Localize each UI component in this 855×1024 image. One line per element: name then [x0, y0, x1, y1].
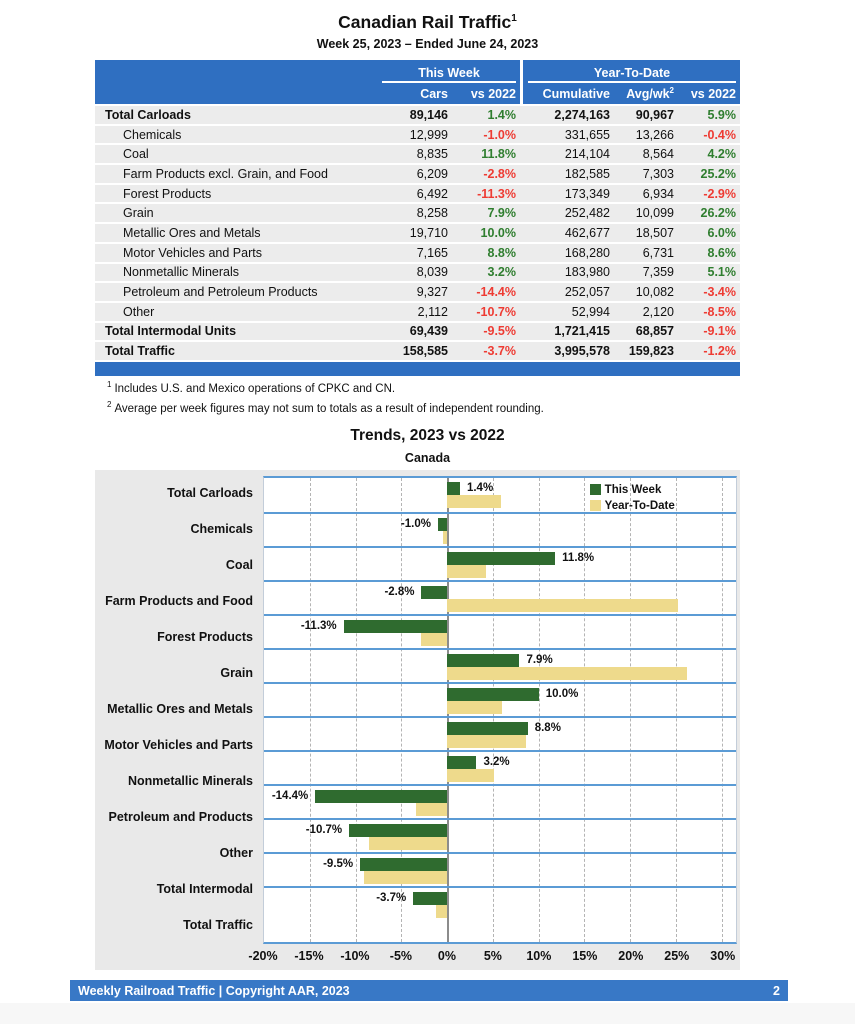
chart-category-label: Forest Products [157, 630, 253, 645]
chart-category-label: Coal [225, 558, 253, 573]
this-week-bar [447, 654, 519, 667]
cars-value: 158,585 [402, 344, 448, 359]
group-header-this-week: This Week [382, 66, 516, 83]
bar-value-label: -3.7% [376, 892, 407, 904]
cars-value: 9,327 [416, 285, 448, 300]
bar-value-label: -1.0% [400, 518, 431, 530]
ytd-bar [447, 565, 485, 578]
x-axis-tick-label: 10% [526, 949, 552, 963]
row-label: Chemicals [123, 127, 182, 142]
ytd-bar [421, 633, 448, 646]
cars-value: 8,258 [416, 206, 448, 221]
this-week-bar [447, 722, 528, 735]
x-axis-tick-label: -10% [340, 949, 370, 963]
chart-category-label: Grain [220, 666, 253, 681]
avgwk-value: 2,120 [642, 304, 674, 319]
footnote-2-text: Average per week figures may not sum to totals as a result of independent rounding. [114, 402, 544, 415]
chart-row [264, 580, 736, 614]
chart-main [95, 476, 737, 944]
cumulative-value: 252,057 [564, 285, 610, 300]
legend-item-year-to-date [590, 498, 675, 513]
cars-vs-value: -2.8% [483, 166, 516, 181]
cumulative-value: 173,349 [564, 186, 610, 201]
cars-value: 69,439 [409, 324, 448, 339]
table-bottom-bar [95, 362, 740, 376]
x-axis-tick-label: -20% [248, 949, 278, 963]
page-bottom-margin [0, 1003, 855, 1024]
chart-row [264, 648, 736, 682]
avgwk-value: 7,303 [642, 166, 674, 181]
this-week-bar [413, 892, 447, 905]
cumulative-value: 462,677 [564, 225, 610, 240]
legend-swatch-year-to-date-icon [590, 500, 601, 511]
column-header-cumulative: Cumulative [542, 87, 610, 101]
cars-value: 8,039 [416, 265, 448, 280]
column-header-cars: Cars [420, 87, 448, 101]
header-group-row [95, 60, 740, 83]
chart-subtitle: Canada [404, 451, 451, 465]
chart-plot-area [263, 476, 737, 944]
bar-value-label: -2.8% [384, 586, 415, 598]
ytd-bar [447, 701, 502, 714]
page-subtitle: Week 25, 2023 – Ended June 24, 2023 [316, 37, 539, 51]
cumulative-value: 182,585 [564, 166, 610, 181]
column-header-cars-vs2022: vs 2022 [470, 87, 516, 101]
row-label: Forest Products [123, 186, 212, 201]
x-axis-tick-label: 15% [572, 949, 598, 963]
cars-vs-value: 11.8% [481, 147, 516, 162]
table-body [95, 106, 740, 360]
legend-swatch-this-week-icon [590, 484, 601, 495]
cars-vs-value: -10.7% [476, 304, 516, 319]
chart-row [264, 716, 736, 750]
row-label: Other [123, 304, 155, 319]
bar-value-label: 8.8% [534, 722, 561, 734]
bar-value-label: -10.7% [305, 824, 343, 836]
avgwk-value: 10,099 [635, 206, 674, 221]
cars-vs-value: 10.0% [480, 225, 516, 240]
avgwk-label: Avg/wk [626, 87, 670, 101]
cumulative-value: 252,482 [564, 206, 610, 221]
chart-category-label: Total Intermodal [156, 882, 253, 897]
row-label: Metallic Ores and Metals [123, 225, 261, 240]
trends-chart [95, 470, 740, 970]
page-footer [70, 980, 788, 1001]
avgwk-value: 18,507 [635, 225, 674, 240]
table-row [95, 224, 740, 242]
footnote-2 [107, 400, 544, 415]
legend-label-this-week: This Week [604, 483, 662, 496]
chart-category-label: Petroleum and Products [108, 810, 253, 825]
cars-vs-value: -14.4% [476, 285, 516, 300]
cars-vs-value: 1.4% [487, 107, 516, 122]
avgwk-value: 7,359 [642, 265, 674, 280]
x-axis-tick-label: -15% [294, 949, 324, 963]
x-axis-tick-label: 5% [483, 949, 502, 963]
table-row [95, 204, 740, 222]
traffic-table [95, 60, 740, 376]
x-axis-tick-label: -5% [389, 949, 413, 963]
cars-value: 6,492 [416, 186, 448, 201]
chart-category-label: Nonmetallic Minerals [127, 774, 253, 789]
this-week-bar [344, 620, 447, 633]
footnote-2-superscript: 2 [107, 399, 112, 409]
bar-value-label: -14.4% [271, 790, 309, 802]
column-header-ytd-vs2022: vs 2022 [690, 87, 736, 101]
chart-category-label: Total Carloads [167, 486, 253, 501]
ytd-vs-value: 5.1% [707, 265, 736, 280]
avgwk-value: 159,823 [628, 344, 674, 359]
ytd-vs-value: -9.1% [703, 324, 736, 339]
this-week-bar [349, 824, 447, 837]
chart-title: Trends, 2023 vs 2022 [350, 427, 505, 444]
this-week-bar [360, 858, 447, 871]
cars-value: 7,165 [416, 245, 448, 260]
ytd-bar [447, 667, 687, 680]
cumulative-value: 331,655 [564, 127, 610, 142]
row-label: Total Traffic [105, 344, 175, 359]
cars-vs-value: -3.7% [483, 344, 516, 359]
row-label: Coal [123, 147, 149, 162]
row-label: Petroleum and Petroleum Products [123, 285, 318, 300]
chart-row [264, 886, 736, 920]
footer-text: Weekly Railroad Traffic | Copyright AAR, 2023 [78, 983, 350, 998]
chart-category-label: Total Traffic [183, 918, 253, 933]
table-row [95, 244, 740, 262]
bar-value-label: 7.9% [526, 654, 553, 666]
avgwk-value: 13,266 [635, 127, 674, 142]
chart-row [264, 546, 736, 580]
chart-category-label: Other [219, 846, 253, 861]
ytd-vs-value: 25.2% [700, 166, 736, 181]
row-label: Farm Products excl. Grain, and Food [123, 166, 328, 181]
avgwk-value: 8,564 [642, 147, 674, 162]
cumulative-value: 2,274,163 [554, 107, 610, 122]
footnote-1 [107, 380, 544, 395]
table-row [95, 342, 740, 360]
footnote-1-superscript: 1 [107, 380, 112, 389]
cars-value: 6,209 [416, 166, 448, 181]
chart-category-label: Metallic Ores and Metals [107, 702, 253, 717]
header-group-divider [520, 60, 523, 104]
cars-value: 12,999 [409, 127, 448, 142]
row-label: Total Carloads [105, 107, 191, 122]
row-label: Motor Vehicles and Parts [123, 245, 262, 260]
bar-value-label: -9.5% [323, 858, 354, 870]
row-label: Total Intermodal Units [105, 324, 237, 339]
table-row [95, 283, 740, 301]
cars-value: 89,146 [409, 107, 448, 122]
cumulative-value: 1,721,415 [554, 324, 610, 339]
ytd-bar [447, 599, 678, 612]
table-row [95, 303, 740, 321]
x-axis-tick-label: 0% [437, 949, 456, 963]
avgwk-value: 6,934 [642, 186, 674, 201]
this-week-bar [447, 756, 476, 769]
this-week-bar [447, 552, 555, 565]
chart-legend [590, 482, 675, 514]
avgwk-value: 6,731 [642, 245, 674, 260]
row-label: Grain [123, 206, 154, 221]
ytd-vs-value: 5.9% [707, 107, 736, 122]
ytd-bar [364, 871, 447, 884]
ytd-vs-value: 8.6% [707, 245, 736, 260]
footnotes [107, 380, 544, 420]
table-row [95, 126, 740, 144]
cars-vs-value: -11.3% [477, 186, 516, 201]
chart-category-label: Farm Products and Food [105, 594, 253, 609]
ytd-vs-value: -2.9% [703, 186, 736, 201]
ytd-bar [447, 495, 501, 508]
bar-value-label: 3.2% [483, 756, 510, 768]
table-row [95, 185, 740, 203]
bar-value-label: -11.3% [300, 620, 337, 632]
ytd-bar [447, 735, 526, 748]
x-axis-tick-label: 30% [710, 949, 736, 963]
cumulative-value: 214,104 [564, 147, 610, 162]
cumulative-value: 168,280 [564, 245, 610, 260]
chart-x-axis [248, 944, 737, 970]
chart-row [264, 818, 736, 852]
table-row [95, 264, 740, 282]
x-axis-tick-label: 25% [664, 949, 690, 963]
this-week-bar [438, 518, 447, 531]
cumulative-value: 52,994 [571, 304, 610, 319]
avgwk-superscript: 2 [669, 85, 674, 95]
ytd-vs-value: 6.0% [707, 225, 736, 240]
chart-row [264, 852, 736, 886]
legend-label-year-to-date: Year-To-Date [604, 499, 675, 512]
ytd-vs-value: -8.5% [703, 304, 736, 319]
table-row [95, 323, 740, 341]
avgwk-value: 90,967 [635, 107, 674, 122]
avgwk-value: 68,857 [635, 324, 674, 339]
this-week-bar [447, 688, 539, 701]
ytd-bar [369, 837, 447, 850]
bar-value-label: 1.4% [466, 482, 494, 494]
page-title [0, 12, 855, 33]
cars-value: 8,835 [416, 147, 448, 162]
table-row [95, 165, 740, 183]
chart-row [264, 682, 736, 716]
cumulative-value: 3,995,578 [554, 344, 610, 359]
column-header-avgwk [612, 86, 676, 101]
table-row [95, 145, 740, 163]
cars-value: 19,710 [409, 225, 448, 240]
bar-value-label: 10.0% [545, 688, 579, 700]
legend-item-this-week [590, 482, 675, 497]
chart-category-label: Chemicals [190, 522, 253, 537]
page-title-superscript: 1 [511, 13, 517, 25]
cumulative-value: 183,980 [564, 265, 610, 280]
this-week-bar [447, 482, 460, 495]
ytd-vs-value: 4.2% [707, 147, 736, 162]
ytd-bar [443, 531, 447, 544]
page-number: 2 [773, 983, 780, 998]
ytd-bar [447, 769, 494, 782]
ytd-vs-value: -1.2% [703, 344, 736, 359]
bar-value-label: 11.8% [562, 552, 595, 564]
ytd-vs-value: 26.2% [700, 206, 736, 221]
cars-value: 2,112 [417, 304, 448, 319]
ytd-vs-value: -0.4% [703, 127, 736, 142]
cars-vs-value: 8.8% [487, 245, 516, 260]
x-axis-tick-label: 20% [618, 949, 644, 963]
row-label: Nonmetallic Minerals [123, 265, 240, 280]
chart-row [264, 784, 736, 818]
table-header [95, 60, 740, 104]
page-title-text: Canadian Rail Traffic [338, 12, 512, 32]
cars-vs-value: 3.2% [487, 265, 516, 280]
this-week-bar [315, 790, 447, 803]
cars-vs-value: 7.9% [487, 206, 516, 221]
group-header-year-to-date: Year-To-Date [528, 66, 736, 83]
cars-vs-value: -9.5% [483, 324, 516, 339]
table-row [95, 106, 740, 124]
ytd-bar [416, 803, 447, 816]
footnote-1-text: Includes U.S. and Mexico operations of CPKC and CN. [114, 382, 396, 395]
chart-category-label: Motor Vehicles and Parts [104, 738, 253, 753]
header-column-row [95, 83, 740, 104]
cars-vs-value: -1.0% [483, 127, 516, 142]
this-week-bar [421, 586, 447, 599]
ytd-bar [436, 905, 447, 918]
chart-category-labels [95, 476, 263, 944]
chart-row [264, 750, 736, 784]
avgwk-value: 10,082 [635, 285, 674, 300]
chart-row [264, 614, 736, 648]
chart-row [264, 512, 736, 546]
ytd-vs-value: -3.4% [703, 285, 736, 300]
